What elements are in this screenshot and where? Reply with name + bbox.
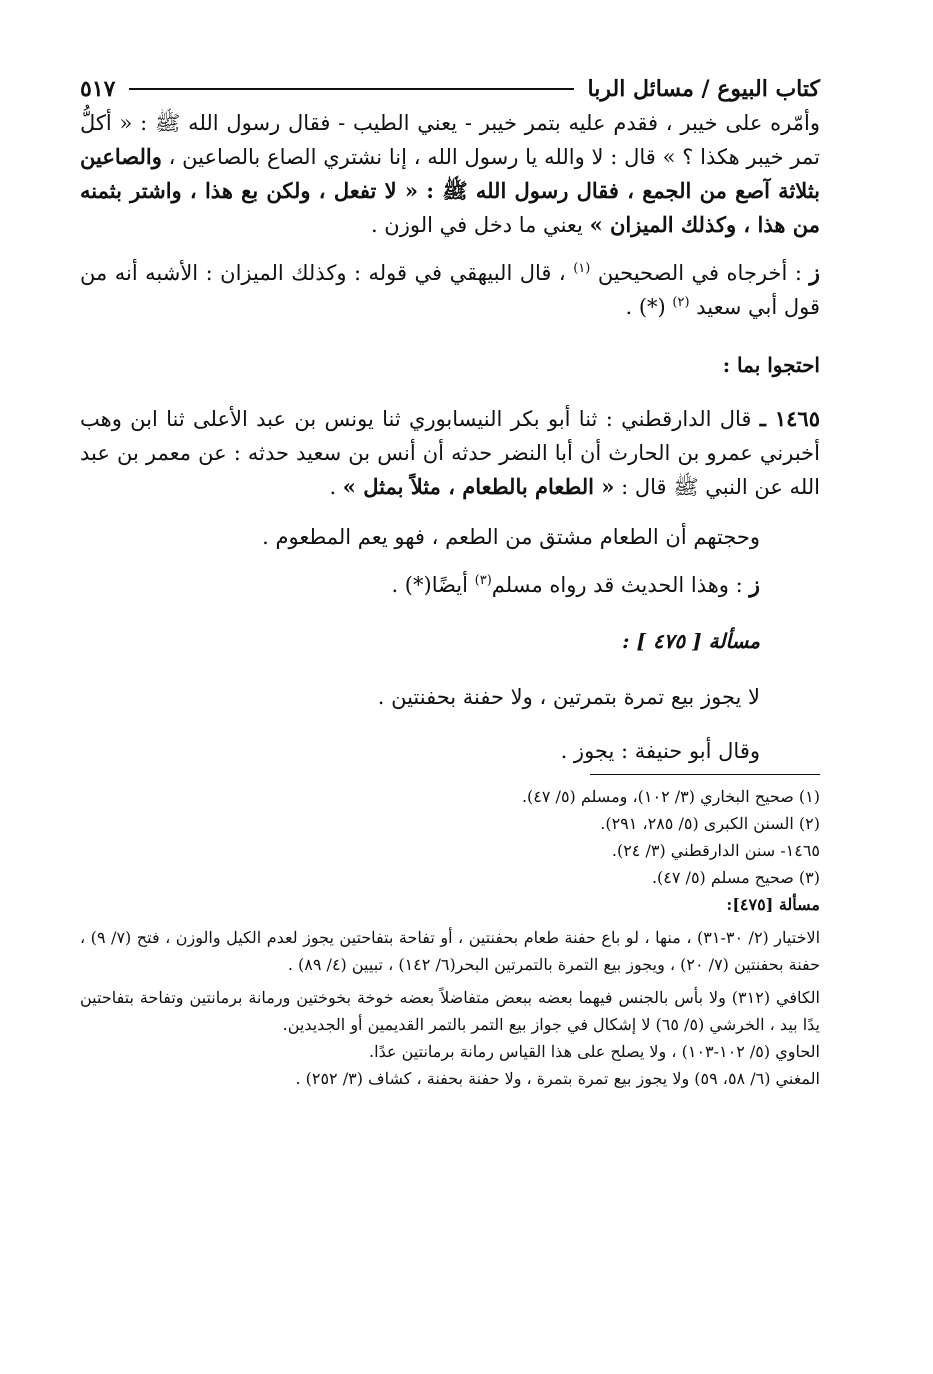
footnote-2: (٢) السنن الكبرى (٥/ ٢٨٥، ٢٩١). [600,814,820,833]
ruling-paragraph: لا يجوز بيع تمرة بتمرتين ، ولا حفنة بحفنتين . [377,685,760,709]
hadith-1465-end: . [329,475,343,499]
note-1-text-c: (*) . [625,295,673,319]
footnote-maliki-sources: الكافي (٣١٢) ولا بأس بالجنس فيهما بعضه ببعض متفاضلاً بعضه خوخة بخوختين ورمانة برمانتين وتفاحة بتفاحتين يدًا بيد ، الخرشي (٥/ ٦٥) لا إشكال في جواز بيع التمر بالتمر القديمين أو الجديدين. [80,988,821,1034]
note-1-text-a: : أخرجاه في الصحيحين [590,261,810,285]
footnote-1465: ١٤٦٥- سنن الدارقطني (٣/ ٢٤). [611,841,820,860]
note-mark: ز [809,260,820,286]
footnote-issue-heading: مسألة [٤٧٥]: [726,895,820,914]
footnote-shafii-sources: الحاوي (٥/ ١٠٢-١٠٣) ، ولا يصلح على هذا القياس رمانة برمانتين عدًا. [369,1042,820,1061]
footnote-hanbali-sources: المغني (٦/ ٥٨، ٥٩) ولا يجوز بيع تمرة بتمرة ، ولا حفنة بحفنة ، كشاف (٣/ ٢٥٢) . [295,1069,820,1088]
header-rule [129,88,573,90]
argued-heading: احتجوا بما : [722,353,820,377]
footnote-1: (١) صحيح البخاري (٣/ ١٠٢)، ومسلم (٥/ ٤٧). [521,787,820,806]
hadith-1465-quote: « الطعام بالطعام ، مثلاً بمثل » [342,474,615,499]
editor-note-1 [80,256,820,324]
note-mark: ز [749,572,760,598]
note-2-text-a: : وهذا الحديث قد رواه مسلم [491,573,750,597]
footnote-ref-1: (١) [573,261,591,276]
book-chapter-title: كتاب البيوع / مسائل الربا [587,76,820,102]
book-page [80,72,820,1092]
footnotes [80,783,820,1092]
footnote-ref-2: (٢) [672,295,690,310]
hadith-1465 [80,402,820,504]
running-header [80,72,820,106]
footnote-3: (٣) صحيح مسلم (٥/ ٤٧). [651,868,820,887]
argument-paragraph: وحجتهم أن الطعام مشتق من الطعم ، فهو يعم المطعوم . [262,525,760,549]
page-number: ٥١٧ [80,76,116,102]
note-1-text-b: ، قال البيهقي في قوله : وكذلك الميزان : الأشبه أنه من قول أبي سعيد [80,261,820,319]
footnote-hanafi-sources: الاختيار (٢/ ٣٠-٣١) ، منها ، لو باع حفنة طعام بحفنتين ، أو تفاحة بتفاحتين يجوز لعدم الكيل والوزن ، فتح (٧/ ٩) ، حفنة بحفنتين (٧/ ٢٠) ، ويجوز بيع التمرة بالتمرتين البحر(٦/ ١٤٢) ، تبيين (٤/ ٨٩) . [80,928,821,974]
editor-note-2 [80,568,820,602]
footnote-divider [590,774,820,775]
issue-heading: مسألة [ ٤٧٥ ] : [622,629,760,653]
hadith-continuation [80,106,820,242]
footnote-ref-3: (٣) [474,573,492,588]
hadith-part-1: وأمّره على خيبر ، فقدم عليه بتمر خيبر - يعني الطيب - فقال رسول الله ﷺ : « أكلُّ تمر خيبر هكذا ؟ » قال : لا والله يا رسول الله ، إنا نشتري الصاع بالصاعين ، [80,111,820,169]
note-2-text-b: أيضًا(*) . [391,573,475,597]
hadith-part-2: والصاعين بثلاثة آصع من الجمع ، فقال رسول الله ﷺ : « لا تفعل ، ولكن بع هذا ، واشتر بثمنه من هذا ، وكذلك الميزان » [80,144,820,237]
hadith-part-3: يعني ما دخل في الوزن . [370,213,590,237]
hanafi-opinion: وقال أبو حنيفة : يجوز . [560,739,760,763]
hadith-1465-text: قال الدارقطني : ثنا أبو بكر النيسابوري ثنا يونس بن عبد الأعلى ثنا ابن وهب أخبرني عمرو بن الحارث أن أبا النضر حدثه أن أنس بن سعيد حدثه : عن معمر بن عبد الله عن النبي ﷺ قال : [80,407,820,499]
hadith-number: ١٤٦٥ ـ [759,406,820,431]
